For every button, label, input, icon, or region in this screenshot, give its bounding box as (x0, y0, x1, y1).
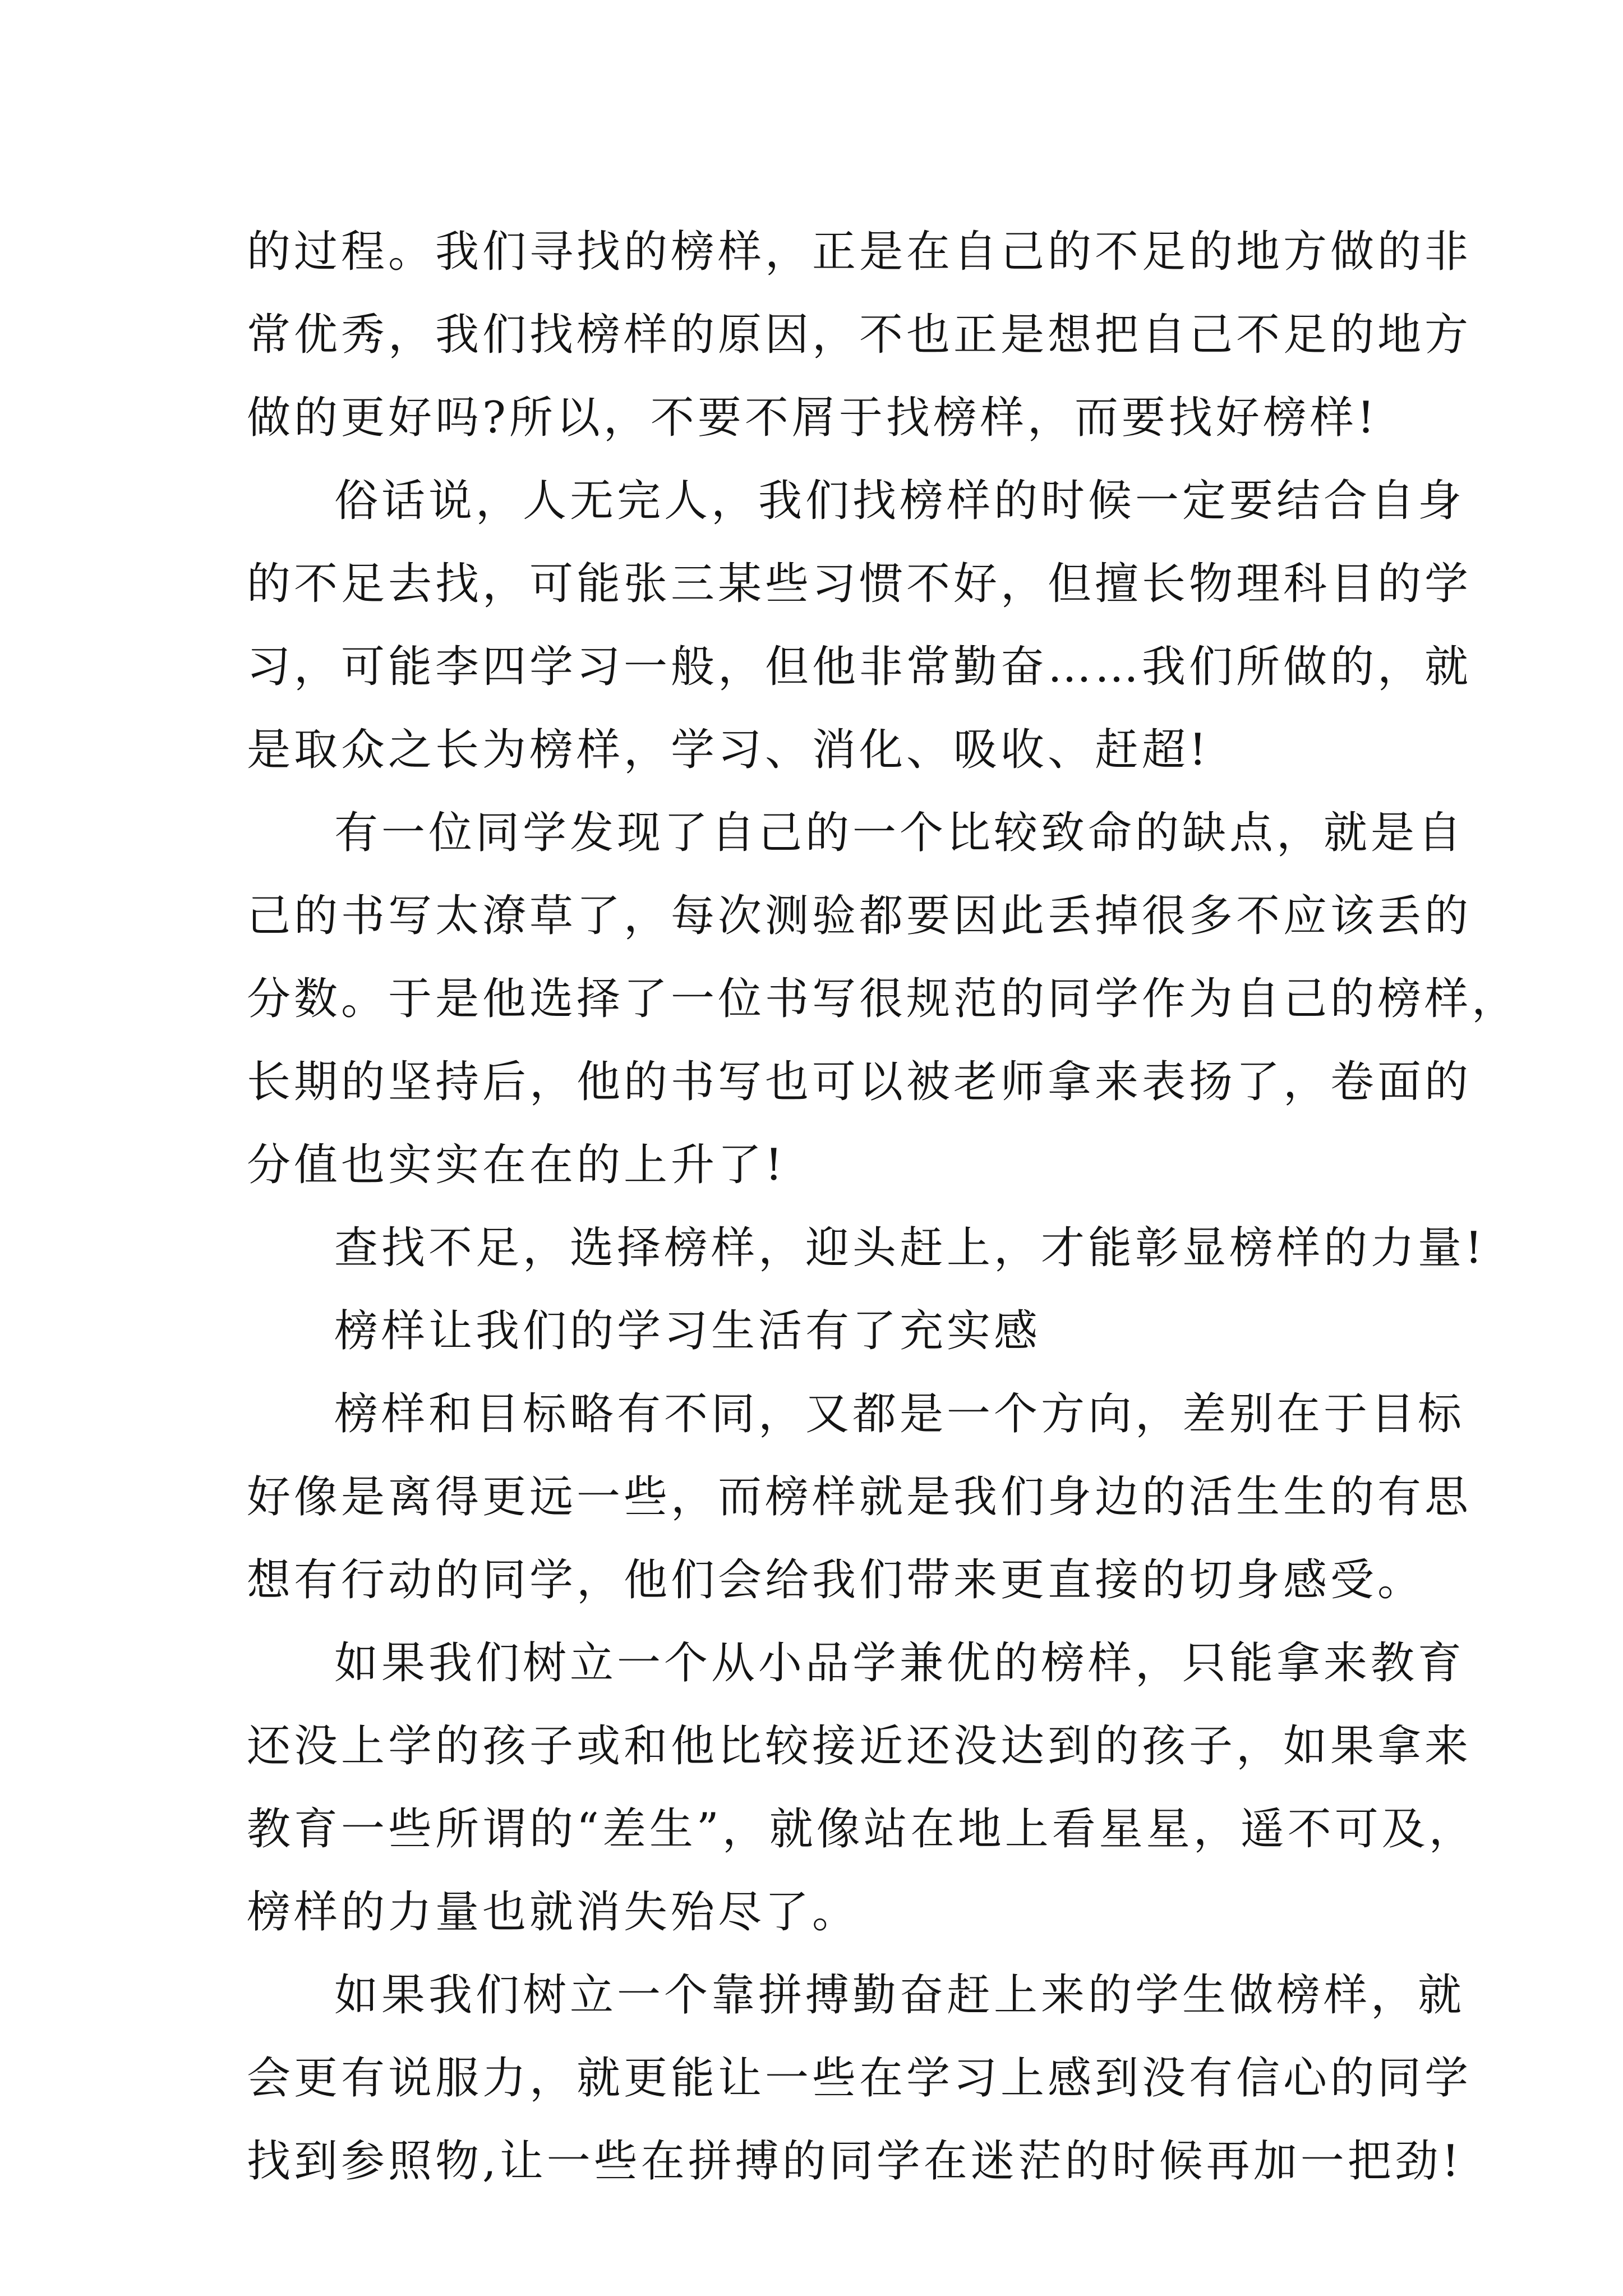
heading-line: 榜样让我们的学习生活有了充实感 (334, 1306, 1041, 1356)
text-line: 教育一些所谓的“差生”，就像站在地上看星星，遥不可及， (247, 1804, 1476, 1855)
paragraph-3 (247, 792, 1519, 1207)
paragraph-4 (247, 1207, 1486, 1290)
text-line: 如果我们树立一个靠拼搏勤奋赶上来的学生做榜样，就 (334, 1970, 1465, 2021)
text-line: 习，可能李四学习一般，但他非常勤奋……我们所做的，就 (247, 642, 1472, 692)
text-line: 有一位同学发现了自己的一个比较致命的缺点，就是自 (334, 808, 1465, 858)
text-line: 分数。于是他选择了一位书写很规范的同学作为自己的榜样， (247, 974, 1519, 1024)
text-line: 长期的坚持后，他的书写也可以被老师拿来表扬了，卷面的 (247, 1057, 1472, 1107)
paragraph-6 (247, 1373, 1472, 1622)
text-line: 还没上学的孩子或和他比较接近还没达到的孩子，如果拿来 (247, 1721, 1472, 1772)
paragraph-1 (247, 210, 1472, 459)
text-line: 好像是离得更远一些，而榜样就是我们身边的活生生的有思 (247, 1472, 1472, 1522)
section-heading (247, 1290, 1385, 1373)
text-line: 做的更好吗?所以，不要不屑于找榜样，而要找好榜样! (247, 393, 1378, 443)
text-line: 想有行动的同学，他们会给我们带来更直接的切身感受。 (247, 1555, 1425, 1605)
text-line: 找到参照物,让一些在拼搏的同学在迷茫的时候再加一把劲! (247, 2136, 1463, 2187)
text-line: 俗话说，人无完人，我们找榜样的时候一定要结合自身 (334, 476, 1465, 526)
text-line: 如果我们树立一个从小品学兼优的榜样，只能拿来教育 (334, 1638, 1465, 1688)
text-line: 的不足去找，可能张三某些习惯不好，但擅长物理科目的学 (247, 559, 1472, 609)
paragraph-2 (247, 459, 1472, 792)
text-line: 是取众之长为榜样，学习、消化、吸收、赶超! (247, 725, 1210, 775)
text-line: 的过程。我们寻找的榜样，正是在自己的不足的地方做的非 (247, 227, 1472, 277)
text-line: 查找不足，选择榜样，迎头赶上，才能彰显榜样的力量! (334, 1223, 1486, 1273)
text-line: 己的书写太潦草了，每次测验都要因此丢掉很多不应该丢的 (247, 891, 1472, 941)
text-line: 会更有说服力，就更能让一些在学习上感到没有信心的同学 (247, 2053, 1472, 2104)
text-line: 分值也实实在在的上升了! (247, 1140, 786, 1190)
text-line: 常优秀，我们找榜样的原因，不也正是想把自己不足的地方 (247, 310, 1472, 360)
text-line: 榜样的力量也就消失殆尽了。 (247, 1887, 860, 1938)
document-body (247, 210, 1519, 2203)
paragraph-7 (247, 1622, 1476, 1954)
text-line: 榜样和目标略有不同，又都是一个方向，差别在于目标 (334, 1389, 1465, 1439)
paragraph-8 (247, 1954, 1472, 2203)
